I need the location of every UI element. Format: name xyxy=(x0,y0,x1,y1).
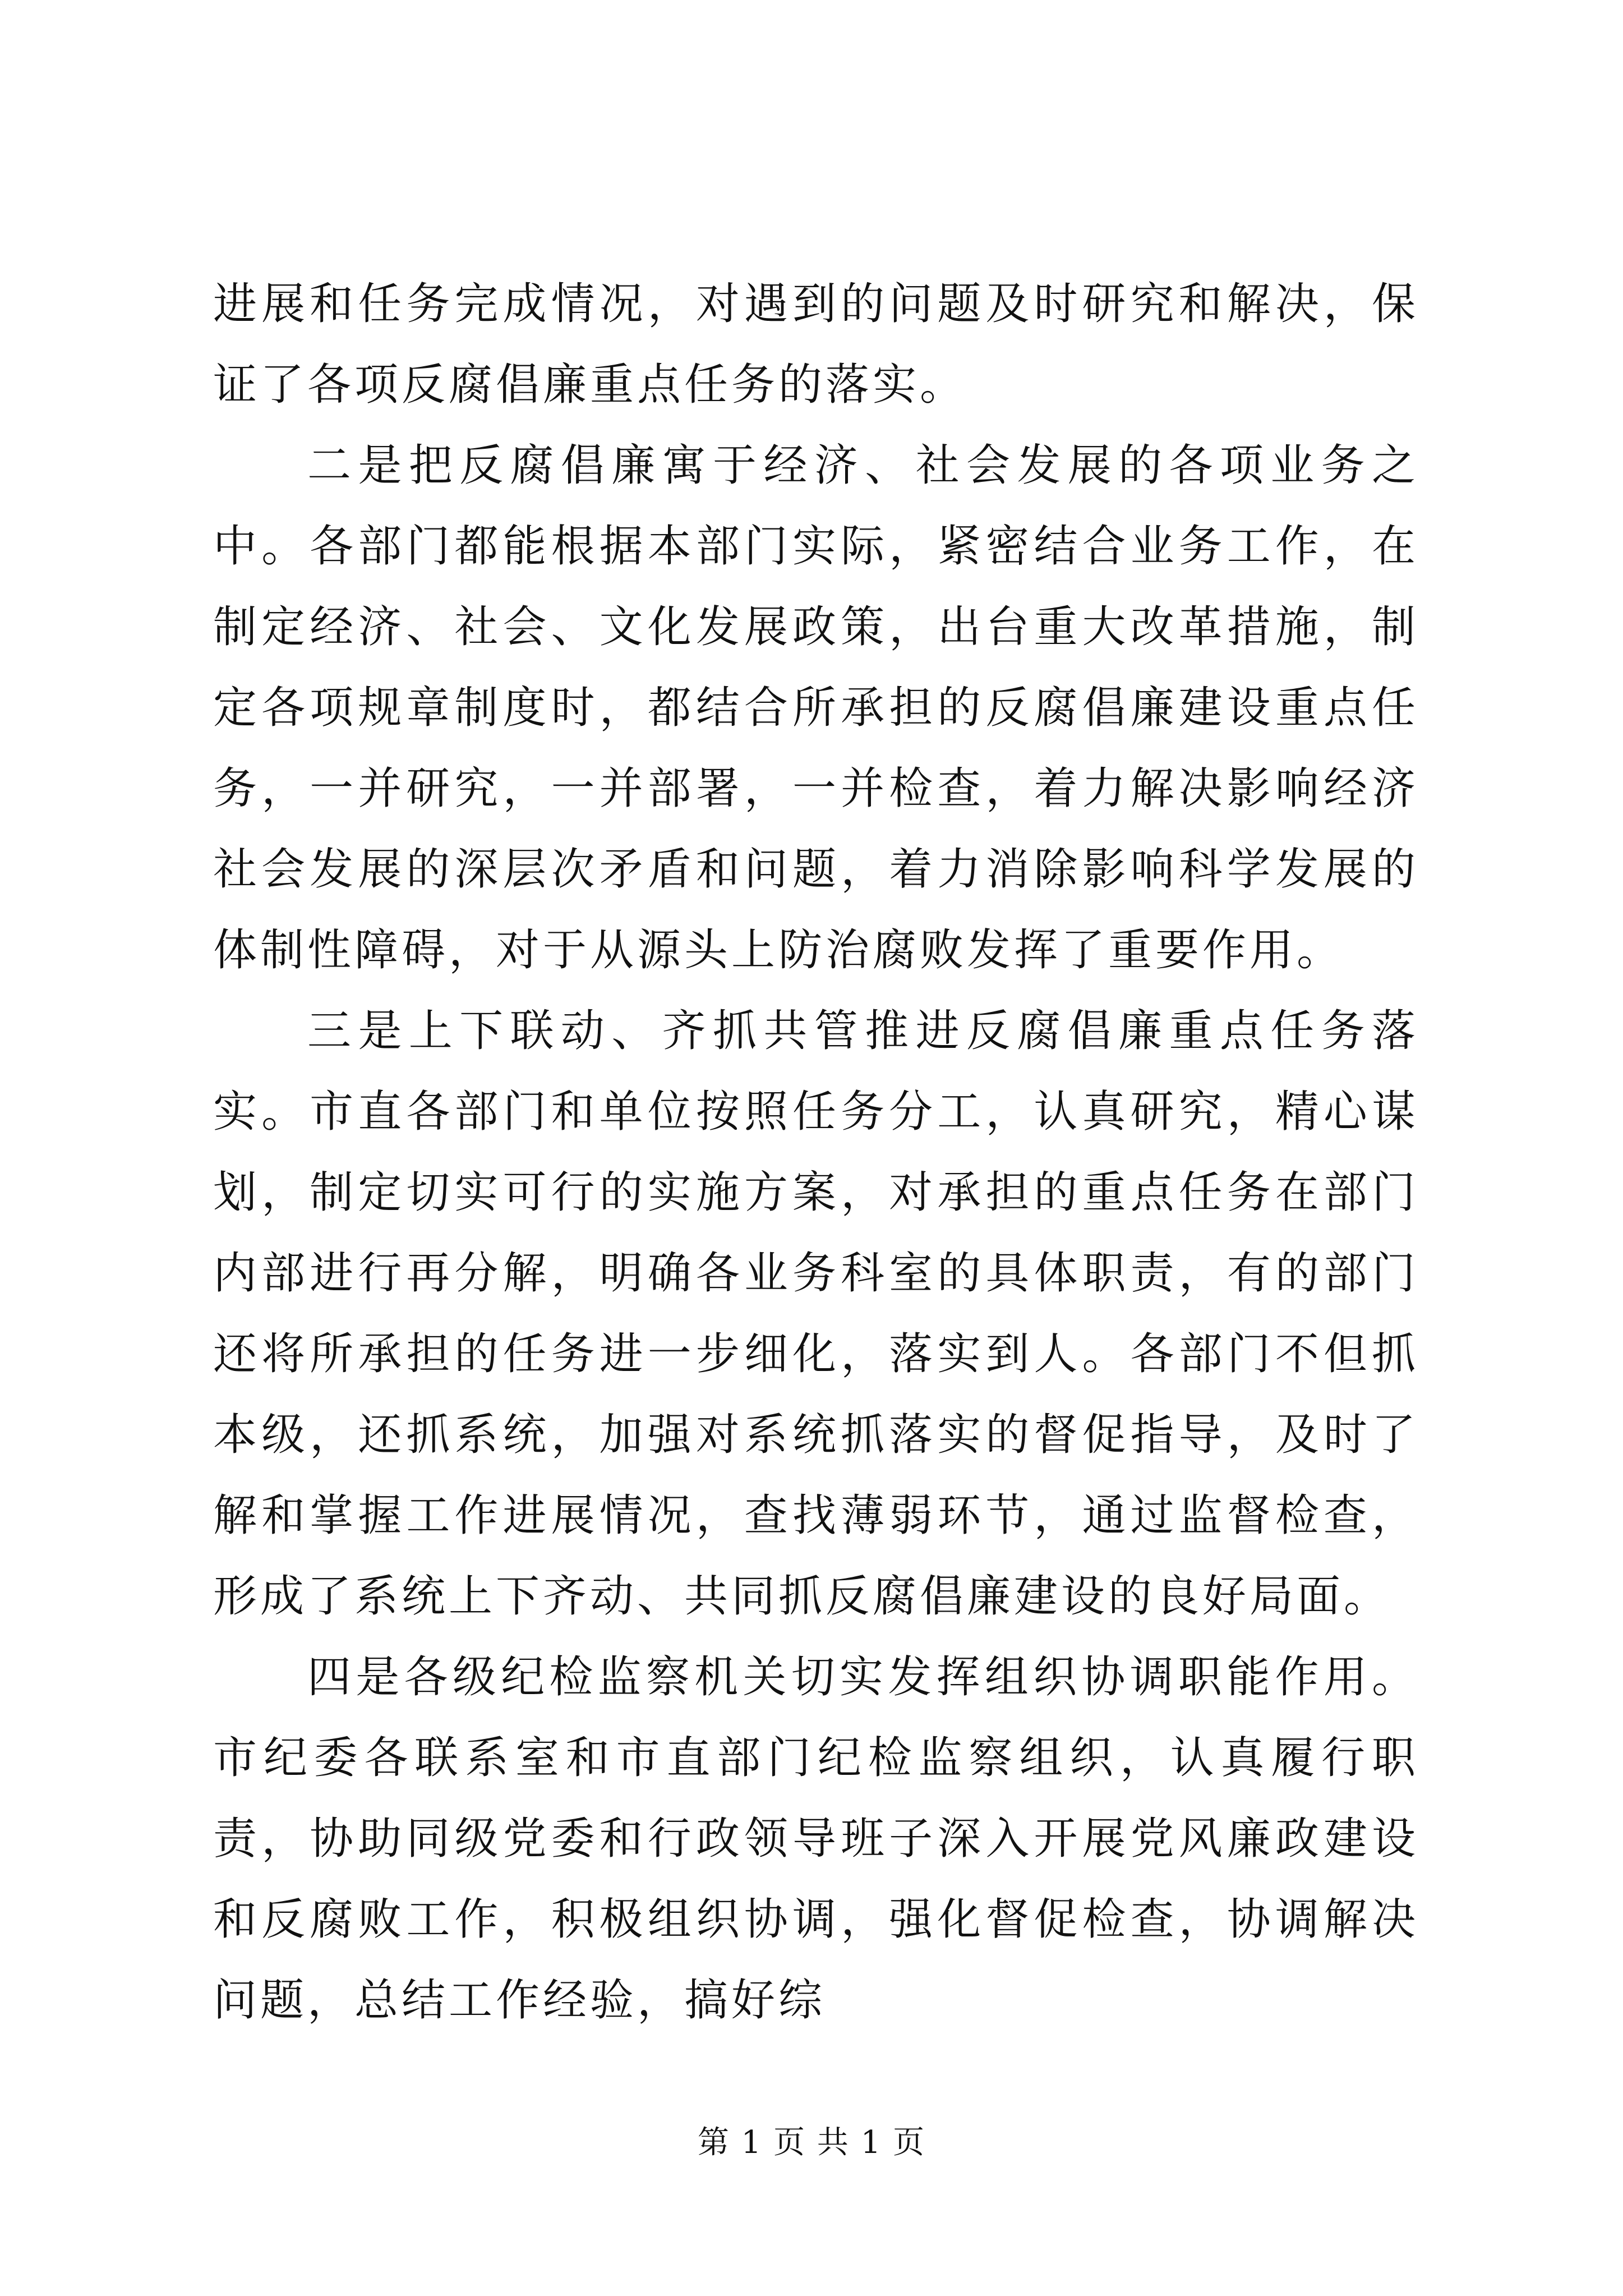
paragraph-point-two: 二是把反腐倡廉寓于经济、社会发展的各项业务之中。各部门都能根据本部门实际，紧密结合业务工作，在制定经济、社会、文化发展政策，出台重大改革措施，制定各项规章制度时，都结合所承担的反腐倡廉建设重点任务，一并研究，一并部署，一并检查，着力解决影响经济社会发展的深层次矛盾和问题，着力消除影响科学发展的体制性障碍，对于从源头上防治腐败发挥了重要作用。 xyxy=(213,440,1419,976)
paragraph-point-four: 四是各级纪检监察机关切实发挥组织协调职能作用。市纪委各联系室和市直部门纪检监察组织，认真履行职责，协助同级党委和行政领导班子深入开展党风廉政建设和反腐败工作，积极组织协调，强化督促检查，协调解决问题，总结工作经验，搞好综 xyxy=(213,1652,1419,2026)
document-body xyxy=(213,264,1419,2041)
paragraph-continuation: 进展和任务完成情况，对遇到的问题及时研究和解决，保证了各项反腐倡廉重点任务的落实。 xyxy=(213,279,1419,410)
page-number-footer: 第 1 页 共 1 页 xyxy=(697,2124,926,2161)
paragraph-point-three: 三是上下联动、齐抓共管推进反腐倡廉重点任务落实。市直各部门和单位按照任务分工，认真研究，精心谋划，制定切实可行的实施方案，对承担的重点任务在部门内部进行再分解，明确各业务科室的具体职责，有的部门还将所承担的任务进一步细化，落实到人。各部门不但抓本级，还抓系统，加强对系统抓落实的督促指导，及时了解和掌握工作进展情况，查找薄弱环节，通过监督检查，形成了系统上下齐动、共同抓反腐倡廉建设的良好局面。 xyxy=(213,1006,1419,1622)
